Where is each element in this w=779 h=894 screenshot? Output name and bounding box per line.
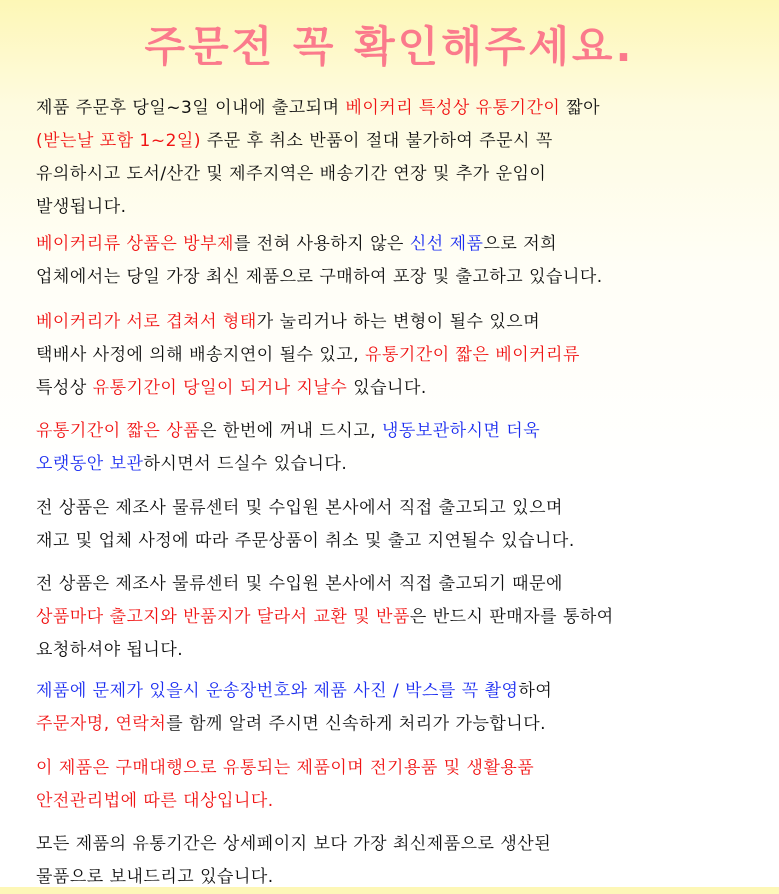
text-segment: 은 반드시 판매자를 통하여 [409, 607, 614, 627]
text-segment: 짧아 [560, 98, 601, 118]
text-segment: 주문 후 취소 반품이 절대 불가하여 주문시 꼭 [200, 131, 553, 151]
notice-line [36, 785, 534, 818]
notice-paragraph-1 [36, 92, 600, 224]
text-segment: 은 한번에 꺼내 드시고, [200, 421, 382, 441]
text-segment: 를 전혀 사용하지 않은 [233, 234, 410, 254]
text-segment: 베이커리가 서로 겹쳐서 형태 [36, 312, 257, 332]
notice-line [36, 601, 614, 634]
text-segment: 냉동보관하시면 더욱 [381, 421, 541, 441]
notice-line [36, 228, 603, 261]
notice-line [36, 158, 600, 191]
notice-line [36, 448, 540, 481]
notice-paragraph-6 [36, 568, 614, 667]
text-segment: 를 함께 알려 주시면 신속하게 처리가 가능합니다. [166, 714, 547, 734]
text-segment: 신선 제품 [409, 234, 484, 254]
notice-line [36, 828, 551, 861]
text-segment: 물품으로 보내드리고 있습니다. [36, 867, 274, 887]
notice-line [36, 675, 552, 708]
notice-line [36, 708, 552, 741]
notice-line [36, 861, 551, 894]
notice-line [36, 415, 540, 448]
notice-line [36, 339, 580, 372]
text-segment: 유의하시고 도서/산간 및 제주지역은 배송기간 연장 및 추가 운임이 [36, 164, 547, 184]
notice-line [36, 634, 614, 667]
notice-paragraph-4 [36, 415, 540, 481]
notice-paragraph-7 [36, 675, 552, 741]
text-segment: 전 상품은 제조사 물류센터 및 수입원 본사에서 직접 출고되기 때문에 [36, 574, 563, 594]
text-segment: 으로 저희 [483, 234, 558, 254]
text-segment: 제품 주문후 당일~3일 이내에 출고되며 [36, 98, 346, 118]
text-segment: 전 상품은 제조사 물류센터 및 수입원 본사에서 직접 출고되고 있으며 [36, 498, 563, 518]
notice-line [36, 191, 600, 224]
text-segment: 오랫동안 보관 [36, 454, 144, 474]
text-segment: 하여 [518, 681, 553, 701]
text-segment: 이 제품은 구매대행으로 유통되는 제품이며 전기용품 및 생활용품 [36, 758, 535, 778]
page-title: 주문전 꼭 확인해주세요. [144, 22, 635, 71]
notice-line [36, 306, 580, 339]
text-segment: 안전관리법에 따른 대상입니다. [36, 791, 274, 811]
text-segment: 재고 및 업체 사정에 따라 주문상품이 취소 및 출고 지연될수 있습니다. [36, 531, 575, 551]
notice-paragraph-2 [36, 228, 603, 294]
text-segment: 특성상 [36, 378, 93, 398]
notice-paragraph-9 [36, 828, 551, 894]
text-segment: 가 눌리거나 하는 변형이 될수 있으며 [256, 312, 541, 332]
notice-paragraph-5 [36, 492, 575, 558]
notice-line [36, 125, 600, 158]
text-segment: 상품마다 출고지와 반품지가 달라서 교환 및 반품 [36, 607, 410, 627]
notice-line [36, 92, 600, 125]
notice-line [36, 372, 580, 405]
notice-line [36, 568, 614, 601]
text-segment: 요청하셔야 됩니다. [36, 640, 184, 660]
text-segment: 베이커리 특성상 유통기간이 [345, 98, 561, 118]
text-segment: 주문자명, 연락처 [36, 714, 167, 734]
text-segment: 하시면서 드실수 있습니다. [143, 454, 348, 474]
text-segment: 베이커리류 상품은 방부제 [36, 234, 234, 254]
text-segment: (받는날 포함 1~2일) [36, 131, 201, 151]
notice-line [36, 492, 575, 525]
text-segment: 업체에서는 당일 가장 최신 제품으로 구매하여 포장 및 출고하고 있습니다. [36, 267, 603, 287]
text-segment: 유통기간이 짧은 베이커리류 [365, 345, 580, 365]
notice-paragraph-8 [36, 752, 534, 818]
notice-line [36, 525, 575, 558]
text-segment: 모든 제품의 유통기간은 상세페이지 보다 가장 최신제품으로 생산된 [36, 834, 552, 854]
notice-line [36, 752, 534, 785]
text-segment: 발생됩니다. [36, 197, 127, 217]
text-segment: 있습니다. [347, 378, 427, 398]
text-segment: 택배사 사정에 의해 배송지연이 될수 있고, [36, 345, 366, 365]
text-segment: 유통기간이 당일이 되거나 지날수 [92, 378, 348, 398]
notice-paragraph-3 [36, 306, 580, 405]
text-segment: 제품에 문제가 있을시 운송장번호와 제품 사진 / 박스를 꼭 촬영 [36, 681, 519, 701]
text-segment: 유통기간이 짧은 상품 [36, 421, 201, 441]
notice-line [36, 261, 603, 294]
